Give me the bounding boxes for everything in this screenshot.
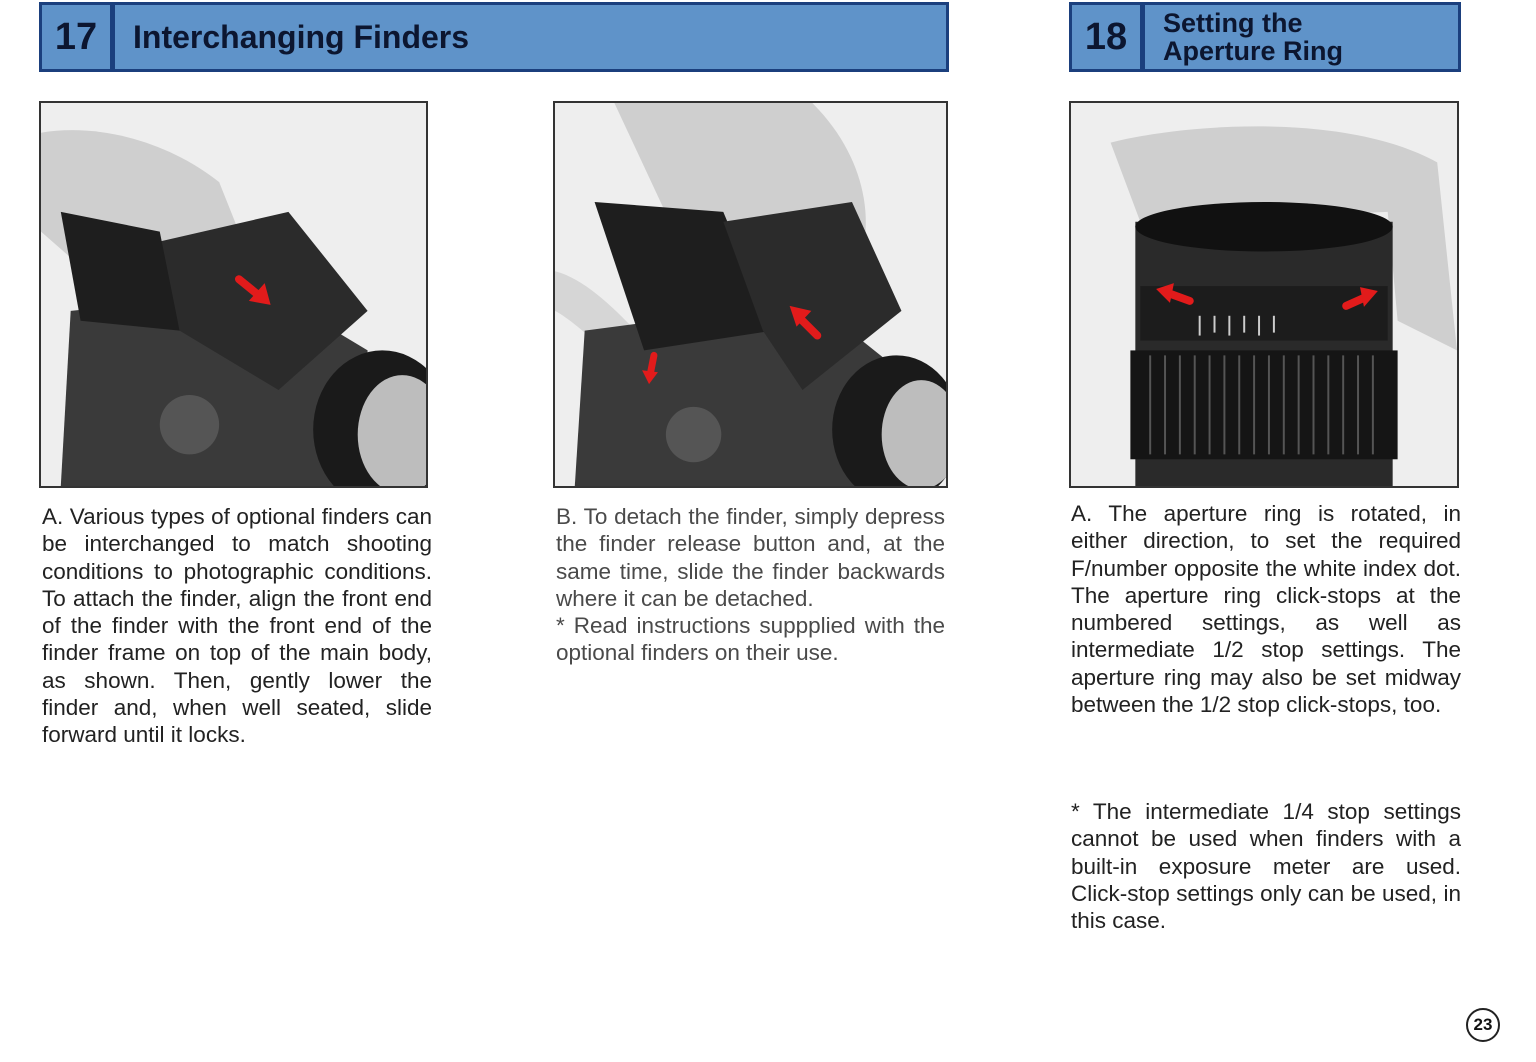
page-number: 23 [1466, 1008, 1500, 1042]
section-17-header [39, 2, 949, 72]
section-17-title: Interchanging Finders [133, 19, 470, 55]
section-17-paragraph-a [42, 503, 432, 749]
section-18-number: 18 [1072, 5, 1145, 69]
section-18-title-line2: Aperture Ring [1163, 36, 1344, 66]
section-18-paragraph-a [1071, 500, 1461, 718]
section-18-text: A. The aperture ring is rotated, in either direction, to set the required F/number opposite the white index dot. The aperture ring click-stops at the numbered settings, as well as intermediate 1/2 stop settings. The aperture ring may also be set midway between the 1/2 stop click-stops, too. [1071, 501, 1461, 718]
section-18-note [1071, 798, 1461, 934]
section-18-note-text: * The intermediate 1/4 stop settings cannot be used when finders with a built-in exposure meter are used. Click-stop settings only can be used, in this case. [1071, 799, 1461, 934]
section-17-paragraph-b [556, 503, 945, 667]
paragraph-b-text: B. To detach the finder, simply depress the finder release button and, at the same time, slide the finder backwards where it can be detached. [556, 504, 945, 611]
paragraph-b-note: * Read instructions suppplied with the optional finders on their use. [556, 613, 945, 666]
photo-aperture-ring [1069, 101, 1459, 488]
photo-attach-finder [39, 101, 428, 488]
section-18-title-line1: Setting the [1163, 8, 1303, 38]
section-18-title [1145, 5, 1458, 69]
paragraph-a-text: A. Various types of optional finders can be interchanged to match shooting conditions to photographic conditions. To attach the finder, align the front end of the finder with the front end of the finder frame on top of the main body, as shown. Then, gently lower the finder and, when well seated, slide forward until it locks. [42, 504, 432, 748]
section-18-header [1069, 2, 1461, 72]
photo-detach-finder [553, 101, 948, 488]
section-17-number: 17 [42, 5, 115, 69]
